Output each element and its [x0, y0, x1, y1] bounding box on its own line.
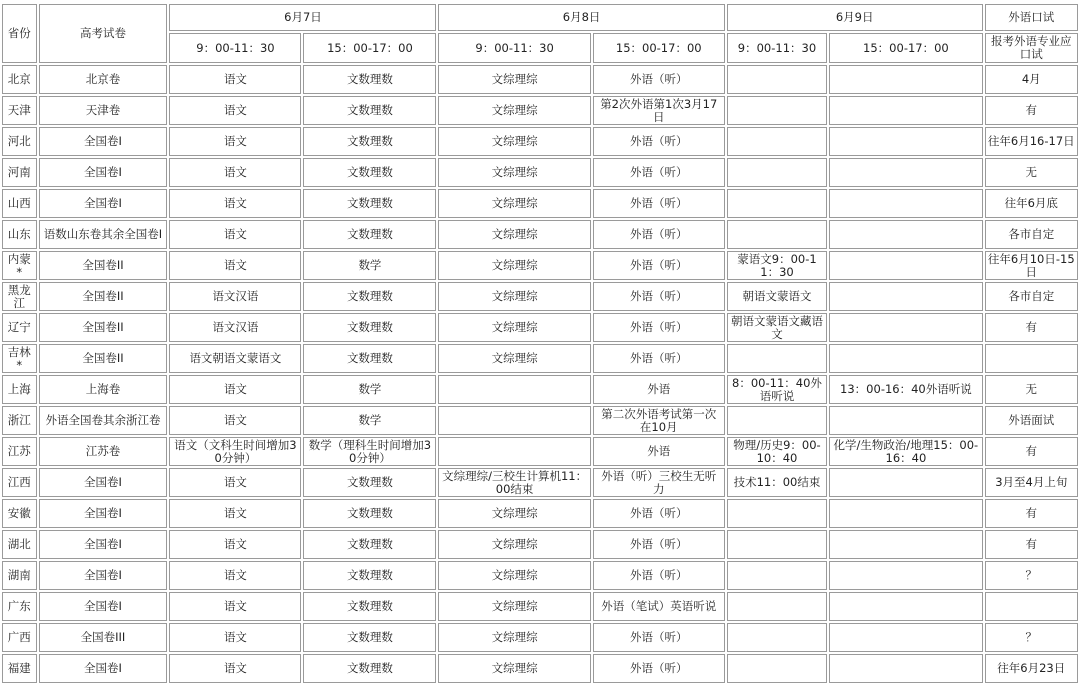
cell-schedule: 文综理综 — [438, 499, 590, 528]
cell-schedule — [829, 468, 982, 497]
cell-paper: 全国卷II — [39, 313, 168, 342]
cell-schedule: 13：00-16：40外语听说 — [829, 375, 982, 404]
cell-province: 山西 — [2, 189, 37, 218]
cell-schedule: 文综理综 — [438, 592, 590, 621]
cell-schedule: 语文 — [169, 654, 301, 683]
cell-schedule: 无 — [985, 375, 1078, 404]
cell-paper: 全国卷II — [39, 251, 168, 280]
cell-schedule: 往年6月10日-15日 — [985, 251, 1078, 280]
cell-schedule — [727, 623, 828, 652]
cell-province: 湖北 — [2, 530, 37, 559]
cell-schedule: 文数理数 — [303, 344, 436, 373]
cell-schedule: 文数理数 — [303, 189, 436, 218]
cell-schedule: 文综理综 — [438, 654, 590, 683]
cell-schedule — [829, 313, 982, 342]
cell-schedule — [727, 127, 828, 156]
cell-schedule: 语文 — [169, 623, 301, 652]
cell-paper: 全国卷I — [39, 499, 168, 528]
cell-schedule — [829, 282, 982, 311]
cell-schedule: 数学 — [303, 251, 436, 280]
cell-schedule — [727, 220, 828, 249]
cell-province: 江西 — [2, 468, 37, 497]
cell-paper: 天津卷 — [39, 96, 168, 125]
cell-schedule: 外语（听） — [593, 499, 725, 528]
cell-province: 河北 — [2, 127, 37, 156]
cell-schedule: 第2次外语第1次3月17日 — [593, 96, 725, 125]
cell-schedule: 文综理综 — [438, 220, 590, 249]
cell-schedule: 往年6月23日 — [985, 654, 1078, 683]
cell-paper: 外语全国卷其余浙江卷 — [39, 406, 168, 435]
cell-schedule: 文数理数 — [303, 65, 436, 94]
cell-schedule: 文综理综 — [438, 530, 590, 559]
cell-schedule: 文综理综 — [438, 158, 590, 187]
table-row — [2, 189, 1078, 218]
cell-schedule: 语文 — [169, 592, 301, 621]
cell-paper: 江苏卷 — [39, 437, 168, 466]
cell-schedule: 外语（听） — [593, 220, 725, 249]
cell-schedule: 语文 — [169, 406, 301, 435]
cell-schedule: 语文 — [169, 220, 301, 249]
cell-province: 广东 — [2, 592, 37, 621]
header-time: 9：00-11：30 — [438, 33, 590, 63]
header-day: 6月8日 — [438, 4, 724, 31]
cell-schedule — [829, 65, 982, 94]
cell-schedule — [438, 375, 590, 404]
cell-province: 辽宁 — [2, 313, 37, 342]
cell-schedule — [438, 406, 590, 435]
table-row — [2, 96, 1078, 125]
table-row — [2, 623, 1078, 652]
header-time: 9：00-11：30 — [169, 33, 301, 63]
cell-schedule: 外语（听） — [593, 344, 725, 373]
cell-schedule: 有 — [985, 313, 1078, 342]
header-oral: 外语口试 — [985, 4, 1078, 31]
cell-schedule: 文综理综 — [438, 251, 590, 280]
cell-schedule: 外语（听） — [593, 313, 725, 342]
table-row — [2, 251, 1078, 280]
cell-schedule: 语文朝语文蒙语文 — [169, 344, 301, 373]
table-row — [2, 561, 1078, 590]
cell-schedule: 语文 — [169, 561, 301, 590]
cell-schedule: 文综理综 — [438, 344, 590, 373]
cell-schedule: 数学（理科生时间增加30分钟） — [303, 437, 436, 466]
cell-schedule: 语文 — [169, 65, 301, 94]
cell-schedule — [829, 592, 982, 621]
cell-schedule: 各市自定 — [985, 282, 1078, 311]
cell-schedule: 文数理数 — [303, 530, 436, 559]
table-body — [2, 65, 1078, 683]
cell-schedule: 无 — [985, 158, 1078, 187]
cell-schedule: 语文 — [169, 158, 301, 187]
cell-province: 山东 — [2, 220, 37, 249]
cell-schedule: 文数理数 — [303, 468, 436, 497]
cell-schedule — [727, 344, 828, 373]
cell-schedule: 外语（听） — [593, 654, 725, 683]
cell-schedule: 文数理数 — [303, 96, 436, 125]
cell-schedule: 外语（听） — [593, 251, 725, 280]
cell-schedule: ？ — [985, 561, 1078, 590]
table-row — [2, 499, 1078, 528]
cell-schedule: 语文 — [169, 251, 301, 280]
cell-schedule: 语文 — [169, 530, 301, 559]
cell-schedule: 文综理综 — [438, 313, 590, 342]
cell-paper: 全国卷I — [39, 468, 168, 497]
cell-schedule: 技术11：00结束 — [727, 468, 828, 497]
cell-schedule — [829, 406, 982, 435]
cell-schedule — [985, 344, 1078, 373]
cell-province: 广西 — [2, 623, 37, 652]
cell-schedule — [829, 561, 982, 590]
cell-schedule: 语文汉语 — [169, 313, 301, 342]
cell-province: 江苏 — [2, 437, 37, 466]
cell-schedule: 蒙语文9：00-11：30 — [727, 251, 828, 280]
table-row — [2, 437, 1078, 466]
cell-schedule: 朝语文蒙语文藏语文 — [727, 313, 828, 342]
cell-schedule: 文综理综 — [438, 65, 590, 94]
cell-schedule — [829, 530, 982, 559]
cell-province: 安徽 — [2, 499, 37, 528]
cell-schedule — [727, 592, 828, 621]
cell-schedule: 化学/生物政治/地理15：00-16：40 — [829, 437, 982, 466]
table-row — [2, 282, 1078, 311]
cell-schedule: 有 — [985, 530, 1078, 559]
table-row — [2, 406, 1078, 435]
cell-schedule — [829, 158, 982, 187]
cell-schedule — [829, 220, 982, 249]
cell-schedule: 文数理数 — [303, 313, 436, 342]
cell-schedule: 数学 — [303, 375, 436, 404]
header-oral-sub: 报考外语专业应口试 — [985, 33, 1078, 63]
cell-schedule — [727, 96, 828, 125]
header-paper: 高考试卷 — [39, 4, 168, 63]
cell-schedule: 语文汉语 — [169, 282, 301, 311]
cell-schedule — [727, 499, 828, 528]
cell-schedule: 有 — [985, 437, 1078, 466]
cell-schedule — [829, 344, 982, 373]
cell-schedule — [829, 654, 982, 683]
cell-province: 福建 — [2, 654, 37, 683]
cell-schedule: 语文 — [169, 375, 301, 404]
cell-province: 上海 — [2, 375, 37, 404]
cell-schedule — [727, 530, 828, 559]
cell-schedule: 文数理数 — [303, 561, 436, 590]
cell-schedule: 文综理综 — [438, 561, 590, 590]
cell-schedule: 文综理综 — [438, 127, 590, 156]
cell-schedule: 外语（听） — [593, 158, 725, 187]
cell-schedule: 外语（听） — [593, 282, 725, 311]
cell-schedule — [438, 437, 590, 466]
header-time: 15：00-17：00 — [829, 33, 982, 63]
table-row — [2, 158, 1078, 187]
cell-schedule — [727, 406, 828, 435]
cell-schedule: 往年6月16-17日 — [985, 127, 1078, 156]
cell-province: 吉林* — [2, 344, 37, 373]
cell-schedule: 第二次外语考试第一次在10月 — [593, 406, 725, 435]
table-row — [2, 375, 1078, 404]
cell-paper: 全国卷I — [39, 592, 168, 621]
cell-schedule: 外语 — [593, 375, 725, 404]
cell-schedule: 语文 — [169, 127, 301, 156]
cell-schedule: 文数理数 — [303, 158, 436, 187]
cell-schedule: 文综理综 — [438, 282, 590, 311]
cell-schedule: 文数理数 — [303, 127, 436, 156]
cell-province: 浙江 — [2, 406, 37, 435]
table-row — [2, 592, 1078, 621]
cell-schedule: 有 — [985, 499, 1078, 528]
cell-paper: 全国卷I — [39, 127, 168, 156]
cell-schedule: 文综理综 — [438, 623, 590, 652]
cell-schedule: 文综理综 — [438, 96, 590, 125]
cell-paper: 全国卷I — [39, 189, 168, 218]
cell-schedule: 外语（听） — [593, 623, 725, 652]
cell-paper: 全国卷I — [39, 561, 168, 590]
table-row — [2, 654, 1078, 683]
cell-paper: 语数山东卷其余全国卷I — [39, 220, 168, 249]
header-time: 15：00-17：00 — [303, 33, 436, 63]
cell-schedule — [727, 189, 828, 218]
cell-schedule: 语文（文科生时间增加30分钟） — [169, 437, 301, 466]
cell-schedule: 4月 — [985, 65, 1078, 94]
cell-schedule: 文数理数 — [303, 499, 436, 528]
cell-schedule: 外语 — [593, 437, 725, 466]
cell-schedule — [985, 592, 1078, 621]
cell-schedule — [829, 251, 982, 280]
cell-schedule — [727, 561, 828, 590]
cell-schedule: 语文 — [169, 189, 301, 218]
cell-schedule: 外语（听） — [593, 530, 725, 559]
cell-schedule: 各市自定 — [985, 220, 1078, 249]
cell-schedule: 3月至4月上旬 — [985, 468, 1078, 497]
cell-schedule — [829, 96, 982, 125]
cell-paper: 上海卷 — [39, 375, 168, 404]
cell-schedule: 文数理数 — [303, 654, 436, 683]
cell-schedule: 朝语文蒙语文 — [727, 282, 828, 311]
cell-schedule: 文综理综/三校生计算机11：00结束 — [438, 468, 590, 497]
cell-paper: 全国卷I — [39, 654, 168, 683]
cell-schedule: 外语（听） — [593, 189, 725, 218]
cell-schedule: 语文 — [169, 468, 301, 497]
header-time: 15：00-17：00 — [593, 33, 725, 63]
header-row-days — [2, 4, 1078, 31]
table-row — [2, 127, 1078, 156]
cell-schedule: 有 — [985, 96, 1078, 125]
cell-schedule — [829, 127, 982, 156]
cell-province: 河南 — [2, 158, 37, 187]
table-row — [2, 468, 1078, 497]
cell-schedule: 文数理数 — [303, 623, 436, 652]
cell-province: 内蒙* — [2, 251, 37, 280]
cell-paper: 全国卷I — [39, 158, 168, 187]
cell-schedule — [727, 65, 828, 94]
table-row — [2, 530, 1078, 559]
cell-province: 黑龙江 — [2, 282, 37, 311]
cell-schedule: 文数理数 — [303, 220, 436, 249]
table-row — [2, 313, 1078, 342]
cell-paper: 全国卷I — [39, 530, 168, 559]
header-time: 9：00-11：30 — [727, 33, 828, 63]
cell-schedule: 8：00-11：40外语听说 — [727, 375, 828, 404]
cell-province: 湖南 — [2, 561, 37, 590]
header-day: 6月7日 — [169, 4, 436, 31]
cell-schedule: 往年6月底 — [985, 189, 1078, 218]
cell-schedule — [829, 623, 982, 652]
cell-schedule: ？ — [985, 623, 1078, 652]
cell-schedule: 外语（听） — [593, 65, 725, 94]
cell-province: 北京 — [2, 65, 37, 94]
cell-schedule: 外语（听） — [593, 561, 725, 590]
cell-province: 天津 — [2, 96, 37, 125]
table-row — [2, 220, 1078, 249]
cell-schedule: 物理/历史9：00-10：40 — [727, 437, 828, 466]
cell-schedule — [829, 499, 982, 528]
exam-schedule-table — [0, 2, 1080, 685]
cell-paper: 全国卷II — [39, 344, 168, 373]
table-row — [2, 65, 1078, 94]
cell-paper: 全国卷III — [39, 623, 168, 652]
cell-schedule: 外语（笔试）英语听说 — [593, 592, 725, 621]
cell-schedule — [727, 654, 828, 683]
cell-schedule: 文数理数 — [303, 282, 436, 311]
cell-paper: 北京卷 — [39, 65, 168, 94]
header-day: 6月9日 — [727, 4, 983, 31]
cell-schedule: 数学 — [303, 406, 436, 435]
cell-schedule: 外语（听）三校生无听力 — [593, 468, 725, 497]
cell-schedule: 语文 — [169, 96, 301, 125]
cell-paper: 全国卷II — [39, 282, 168, 311]
table-row — [2, 344, 1078, 373]
cell-schedule: 文综理综 — [438, 189, 590, 218]
cell-schedule: 外语面试 — [985, 406, 1078, 435]
cell-schedule — [829, 189, 982, 218]
cell-schedule: 文数理数 — [303, 592, 436, 621]
cell-schedule — [727, 158, 828, 187]
cell-schedule: 外语（听） — [593, 127, 725, 156]
header-province: 省份 — [2, 4, 37, 63]
cell-schedule: 语文 — [169, 499, 301, 528]
